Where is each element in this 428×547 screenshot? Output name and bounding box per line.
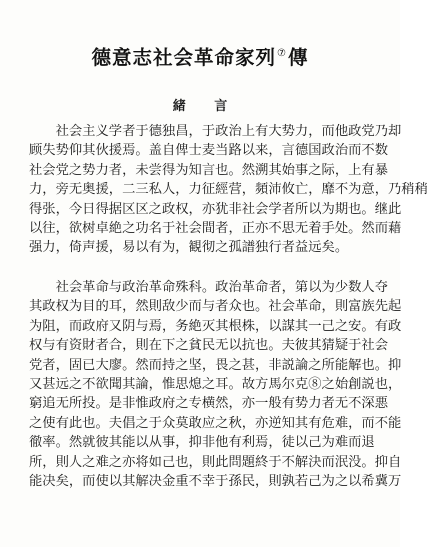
paragraph-1 — [29, 122, 428, 258]
text-line: 窮追无所投。是非惟政府之专横然，亦一般有势力者无不深悪 — [29, 396, 389, 412]
title-main-text: 德意志社会革命家列 — [91, 46, 277, 69]
text-line: 徹率。然就彼其能以从事，抑非他有利焉，徒以己为难而退 — [29, 435, 375, 451]
text-line: 又甚远之不欲聞其論，惟思熄之耳。故方馬尔克⑧之始創説也， — [29, 376, 402, 392]
page-title — [0, 42, 400, 70]
text-line: 顾失势仰其伙援焉。盖自俾士麦当路以来，言德国政治而不数 — [29, 143, 389, 159]
text-line: 为阻，而政府又阴与焉，务絶灭其根株，以謀其一己之安。有政 — [29, 318, 402, 334]
text-line: 以往，欲树卓絶之功名于社会間者，正亦不思无着手处。然而藉 — [29, 220, 402, 236]
text-line: 社会主义学者于德独昌，于政治上有大势力，而他政党乃却 — [29, 124, 402, 139]
text-line: 所，則人之难之亦将如己也，則此問題終于不解決而泯没。抑自 — [29, 454, 402, 470]
text-line: 其政权为目的耳，然則敌少而与者众也。社会革命，則富族先起 — [29, 299, 402, 315]
text-line: 力，旁无奥援，二三私人，力征經营，頻沛攸亡，靡不为意，乃稍稍 — [29, 182, 428, 198]
title-footnote-marker: ⑦ — [277, 48, 287, 59]
section-heading: 緒 言 — [172, 99, 240, 114]
text-line: 能决矣，而使以其解决金重不幸于孫民，則孰若己为之以希冀万 — [29, 473, 402, 489]
title-trailing-char: 傳 — [287, 46, 309, 69]
text-line: 党者，固已大廖。然而持之坚，畏之甚，非説論之所能解也。抑 — [29, 357, 402, 373]
text-line: 社会革命与政治革命殊科。政治革命者，第以为少数人夺 — [29, 280, 389, 295]
text-line: 得张，今日得据区区之政权，亦犹非社会学者所以为期也。继此 — [29, 201, 402, 217]
text-line: 之使有此也。夫倡之于众莫敢应之秋，亦逆知其有危难，而不能 — [29, 415, 402, 431]
text-line: 社会党之势力者，未尝得为知言也。然溯其始事之际，上有暴 — [29, 162, 389, 178]
paragraph-2 — [29, 278, 402, 491]
text-line: 权与有资財者合，則在下之貧民无以抗也。夫彼其猜疑于社会 — [29, 338, 389, 354]
text-line: 强力，倚声援，易以有为，観彻之孤譜独行者益远矣。 — [29, 240, 349, 256]
